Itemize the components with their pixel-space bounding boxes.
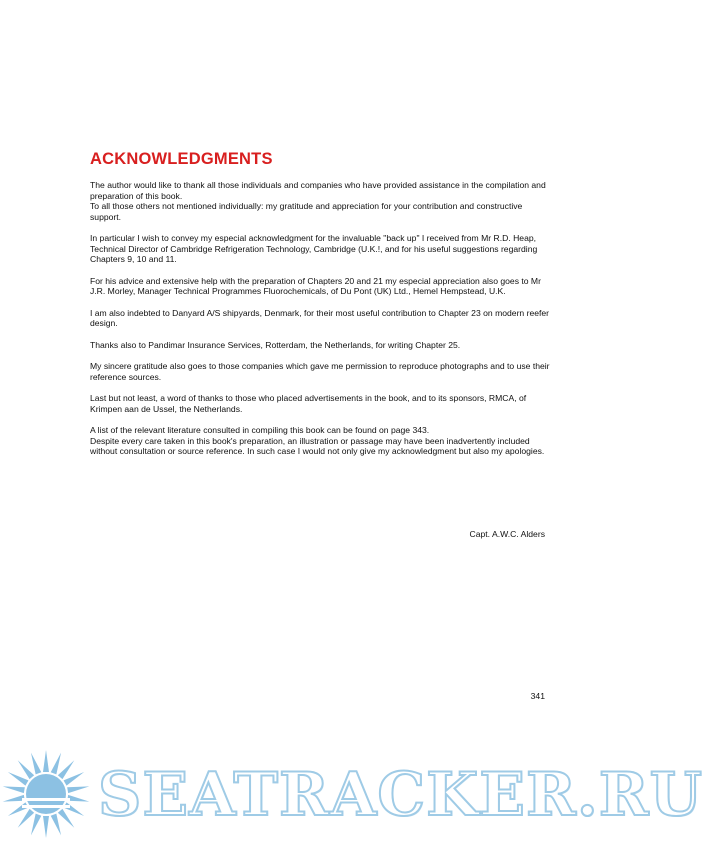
site-watermark: [0, 748, 703, 842]
paragraph-danyard: I am also indebted to Danyard A/S shipyards, Denmark, for their most useful contribution to Chapter 23 on modern reefer design.: [90, 307, 550, 329]
paragraph-pandimar: Thanks also to Pandimar Insurance Services, Rotterdam, the Netherlands, for writing Chapter 25.: [90, 339, 461, 350]
paragraph-others: To all those others not mentioned individually: my gratitude and appreciation for your contribution and constructive support.: [90, 201, 523, 222]
paragraph-photographs: My sincere gratitude also goes to those companies which gave me permission to reproduce photographs and to use their reference sources.: [90, 361, 550, 382]
paragraph-sponsors: Last but not least, a word of thanks to those who placed advertisements in the book, and to its sponsors, RMCA, of Krimpen aan de Ussel, the Netherlands.: [90, 393, 527, 414]
page-number: 341: [530, 691, 545, 701]
paragraph-morley: For his advice and extensive help with the preparation of Chapters 20 and 21 my especial appreciation also goes to Mr J.R. Morley, Manager Technical Programmes Fluorochemicals, of Du Pont (UK) Ltd., Hemel Hempstead, U.K.: [90, 275, 541, 297]
paragraph-heap: In particular I wish to convey my especial acknowledgment for the invaluable "back up" I received from Mr R.D. Heap, Technical Director of Cambridge Refrigeration Technology, Cambridge (U.K.!, and for his useful suggestions regarding Chapters 9, 10 and 11.: [90, 233, 538, 265]
paragraph-thanks: The author would like to thank all those individuals and companies who have provided assistance in the compilation and preparation of this book.: [90, 180, 546, 201]
watermark-text: SEATRACKER.RU: [98, 760, 703, 830]
sun-icon: [0, 748, 100, 842]
author-signature: Capt. A.W.C. Alders: [469, 529, 545, 539]
acknowledgments-body: [90, 180, 550, 468]
paragraph-apologies: Despite every care taken in this book's preparation, an illustration or passage may have been inadvertently included without consultation or source reference. In such case I would not only give my acknowledgment but also my apologies.: [90, 435, 545, 457]
page-title: ACKNOWLEDGMENTS: [90, 150, 273, 168]
paragraph-literature: A list of the relevant literature consulted in compiling this book can be found on page 343.: [90, 425, 430, 436]
